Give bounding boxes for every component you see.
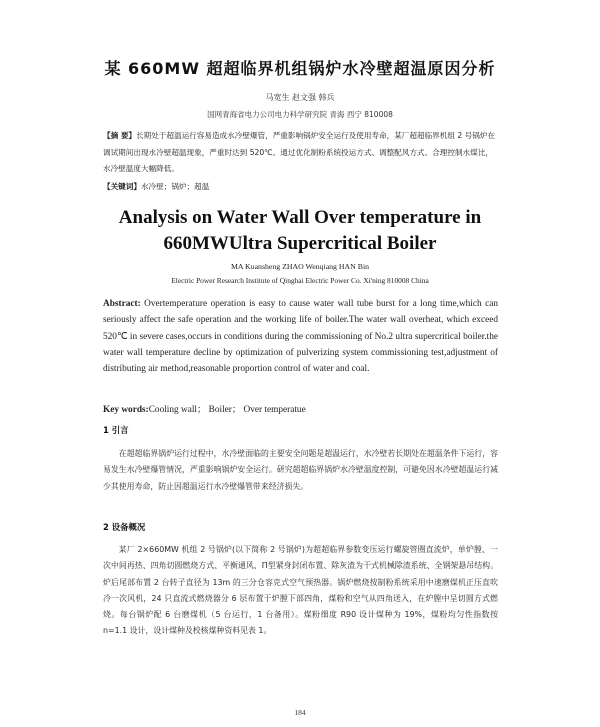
section-2-heading: 2 设备概况	[103, 522, 146, 532]
english-keywords-label: Key words:	[103, 405, 149, 415]
english-title-line-2: 660MWUltra Supercritical Boiler	[163, 233, 437, 254]
english-authors: MA Kuansheng ZHAO Wenqiang HAN Bin	[230, 262, 370, 271]
chinese-title: 某 660MW 超超临界机组锅炉水冷壁超温原因分析	[104, 59, 496, 78]
english-title	[60, 205, 540, 257]
english-abstract	[103, 296, 498, 377]
english-abstract-text: Overtemperature operation is easy to cause water wall tube burst for a long time,which can seriously affect the safe operation and the working life of boiler.The water wall overheat, which exceed 520℃ in severe cases,occurs in conditions during the commissioning of No.2 ultra supercritical boiler.the water wall temperature decline by optimization of pulverizing system commissioning test,adjustment of distributing air method,reasonable proportion control of water and coal.	[103, 299, 498, 375]
chinese-authors: 马宽生 赵文强 韩兵	[265, 93, 335, 102]
chinese-affiliation: 国网青海省电力公司电力科学研究院 青海 西宁 810008	[207, 110, 393, 119]
chinese-keywords-text: 水冷壁；锅炉；超温	[140, 182, 210, 191]
english-abstract-label: Abstract:	[103, 299, 141, 309]
chinese-abstract-label: 【摘 要】	[103, 131, 137, 140]
chinese-keywords-label: 【关键词】	[103, 182, 141, 191]
english-affiliation: Electric Power Research Institute of Qinghai Electric Power Co. Xi'ning 810008 China	[171, 276, 429, 285]
english-keywords-text: Cooling wall； Boiler； Over temperatue	[148, 405, 306, 415]
chinese-keywords	[103, 181, 498, 192]
section-1-heading: 1 引言	[103, 425, 129, 435]
chinese-abstract-text: 长期处于超温运行容易造成水冷壁爆管，严重影响锅炉安全运行及使用寿命，某厂超超临界机组 2 号锅炉在调试期间出现水冷壁超温现象，严重时达到 520℃。通过优化制粉系统投运方式、调整配风方式、合理控制水煤比，水冷壁温度大幅降低。	[103, 131, 495, 173]
english-title-line-1: Analysis on Water Wall Over temperature in	[118, 207, 482, 228]
section-2-paragraph: 某厂 2×660MW 机组 2 号锅炉(以下简称 2 号锅炉)为超超临界参数变压运行螺旋管圈直流炉，单炉膛、一次中间再热、四角切圆燃烧方式、平衡通风、Π型紧身封闭布置、除灰渣为干式机械除渣系统、全钢架悬吊结构。炉后尾部布置 2 台转子直径为 13m 的三分仓容克式空气预热器。锅炉燃烧按制粉系统采用中速磨煤机正压直吹冷一次风机，24 只直流式燃烧器分 6 层布置于炉膛下部四角，煤粉和空气从四角送入，在炉膛中呈切圆方式燃烧。每台锅炉配 6 台磨煤机（5 台运行，1 台备用）。煤粉细度 R90 设计煤种为 19%，煤粉均匀性指数按 n=1.1 设计，设计煤种及校核煤种资料见表 1。	[103, 545, 498, 636]
chinese-abstract	[103, 128, 498, 178]
english-keywords	[103, 401, 498, 415]
section-1-paragraph: 在超超临界锅炉运行过程中，水冷壁面临的主要安全问题是超温运行，水冷壁若长期处在超温条件下运行，容易发生水冷壁爆管情况，严重影响锅炉安全运行。研究超超临界锅炉水冷壁温度控制，可避免因水冷壁超温运行减少其使用寿命，防止因超温运行水冷壁爆管带来经济损失。	[103, 449, 498, 491]
page-number: 184	[294, 708, 306, 717]
